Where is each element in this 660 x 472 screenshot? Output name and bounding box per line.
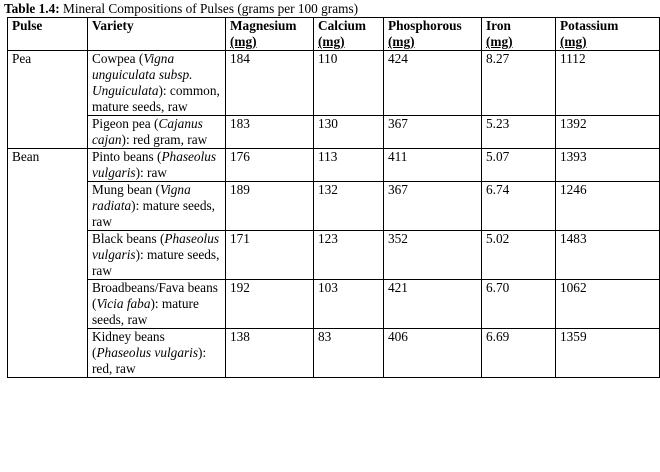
phosphorous-cell: 367	[384, 116, 482, 149]
phosphorous-cell: 367	[384, 182, 482, 231]
calcium-cell: 123	[314, 231, 384, 280]
variety-text: ): red gram, raw	[121, 132, 208, 147]
phosphorous-cell: 406	[384, 329, 482, 378]
iron-cell: 6.69	[482, 329, 556, 378]
header-magnesium: Magnesium (mg)	[226, 18, 314, 51]
phosphorous-cell: 424	[384, 51, 482, 116]
variety-cell	[88, 51, 226, 116]
header-variety: Variety	[88, 18, 226, 51]
iron-cell: 8.27	[482, 51, 556, 116]
variety-cell	[88, 231, 226, 280]
calcium-cell: 130	[314, 116, 384, 149]
magnesium-cell: 192	[226, 280, 314, 329]
phosphorous-cell: 421	[384, 280, 482, 329]
table-caption	[4, 1, 358, 17]
table-row	[8, 280, 660, 329]
potassium-cell: 1246	[556, 182, 660, 231]
magnesium-cell: 189	[226, 182, 314, 231]
variety-text: ): red, raw	[92, 345, 207, 376]
potassium-cell: 1112	[556, 51, 660, 116]
variety-text: Kidney beans (	[92, 329, 165, 360]
header-iron: Iron (mg)	[482, 18, 556, 51]
variety-text: ): mature seeds, raw	[92, 198, 215, 229]
iron-cell: 5.07	[482, 149, 556, 182]
table-row	[8, 51, 660, 116]
potassium-cell: 1483	[556, 231, 660, 280]
calcium-cell: 103	[314, 280, 384, 329]
pulse-cell: Pea	[8, 51, 88, 149]
pulse-cell: Bean	[8, 149, 88, 378]
potassium-cell: 1062	[556, 280, 660, 329]
phosphorous-cell: 352	[384, 231, 482, 280]
magnesium-cell: 184	[226, 51, 314, 116]
table-row	[8, 149, 660, 182]
variety-text: ): raw	[135, 165, 167, 180]
potassium-cell: 1392	[556, 116, 660, 149]
variety-text: Mung bean (	[92, 182, 160, 197]
calcium-cell: 113	[314, 149, 384, 182]
variety-text: Pinto beans (	[92, 149, 162, 164]
iron-cell: 5.02	[482, 231, 556, 280]
iron-cell: 6.74	[482, 182, 556, 231]
header-phosphorous: Phosphorous (mg)	[384, 18, 482, 51]
calcium-cell: 83	[314, 329, 384, 378]
table-row	[8, 182, 660, 231]
table-body	[8, 51, 660, 378]
variety-cell	[88, 116, 226, 149]
scientific-name: Phaseolus vulgaris	[92, 231, 220, 262]
header-row	[8, 18, 660, 51]
phosphorous-cell: 411	[384, 149, 482, 182]
variety-text: ): mature seeds, raw	[92, 247, 220, 278]
magnesium-cell: 138	[226, 329, 314, 378]
scientific-name: Vicia faba	[96, 296, 151, 311]
iron-cell: 5.23	[482, 116, 556, 149]
magnesium-cell: 176	[226, 149, 314, 182]
header-pulse: Pulse	[8, 18, 88, 51]
magnesium-cell: 171	[226, 231, 314, 280]
potassium-cell: 1393	[556, 149, 660, 182]
calcium-cell: 132	[314, 182, 384, 231]
variety-text: ): mature seeds, raw	[92, 296, 199, 327]
header-calcium: Calcium (mg)	[314, 18, 384, 51]
variety-cell	[88, 280, 226, 329]
scientific-name: Phaseolus vulgaris	[92, 149, 217, 180]
variety-text: Pigeon pea (	[92, 116, 159, 131]
variety-text: Black beans (	[92, 231, 165, 246]
variety-text: Broadbeans/Fava beans (	[92, 280, 218, 311]
table-row	[8, 329, 660, 378]
variety-cell	[88, 182, 226, 231]
variety-text: Cowpea (	[92, 51, 144, 66]
mineral-composition-table	[7, 17, 660, 378]
calcium-cell: 110	[314, 51, 384, 116]
potassium-cell: 1359	[556, 329, 660, 378]
magnesium-cell: 183	[226, 116, 314, 149]
scientific-name: Vigna unguiculata subsp. Unguiculata	[92, 51, 193, 98]
variety-cell	[88, 149, 226, 182]
variety-cell	[88, 329, 226, 378]
scientific-name: Phaseolus vulgaris	[96, 345, 199, 360]
table-row	[8, 116, 660, 149]
table-caption-label: Table 1.4:	[4, 1, 60, 16]
header-potassium: Potassium (mg)	[556, 18, 660, 51]
scientific-name: Vigna radiata	[92, 182, 191, 213]
iron-cell: 6.70	[482, 280, 556, 329]
table-row	[8, 231, 660, 280]
scientific-name: Cajanus cajan	[92, 116, 203, 147]
variety-text: ): common, mature seeds, raw	[92, 83, 220, 114]
table-caption-text: Mineral Compositions of Pulses (grams per 100 grams)	[59, 1, 359, 16]
